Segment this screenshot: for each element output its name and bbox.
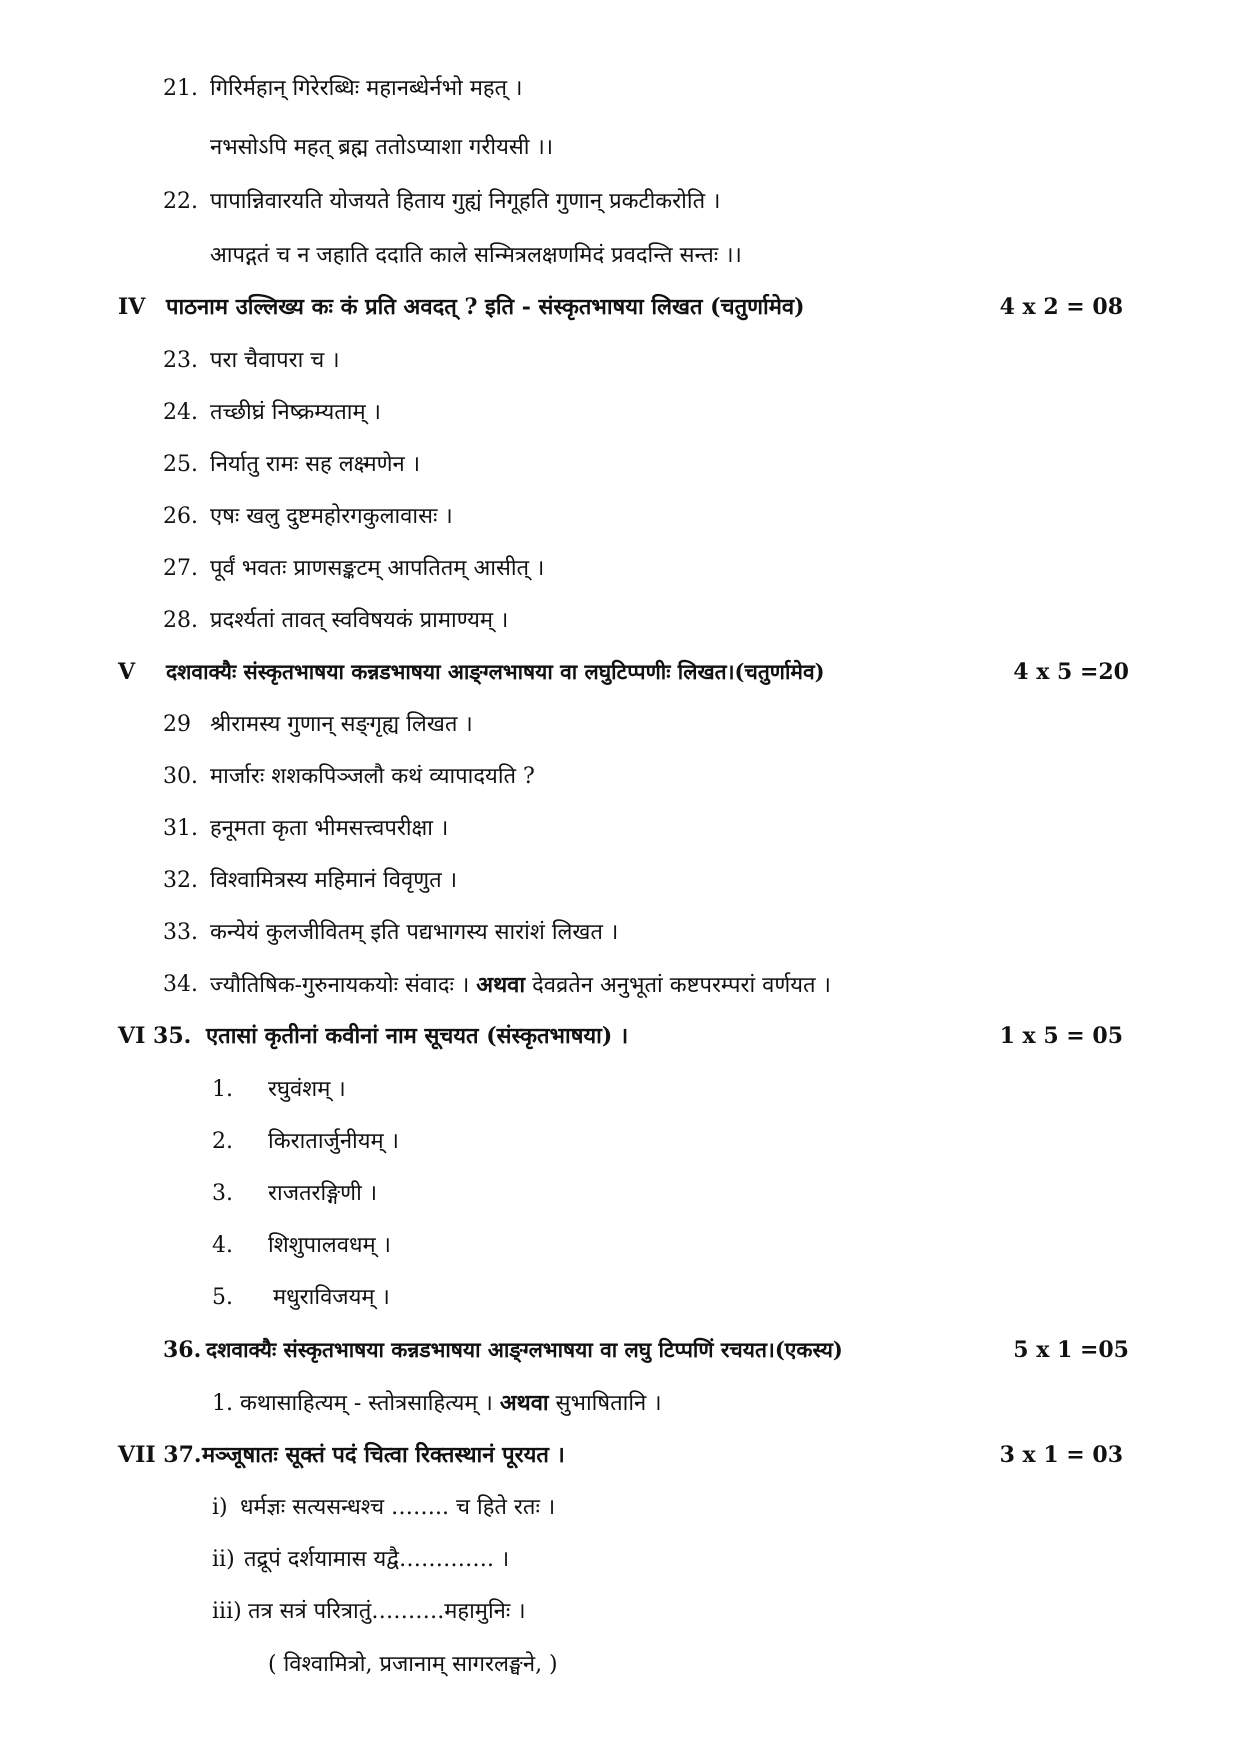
q37-item-text: तद्रूपं दर्शयामास यद्वै…………. । xyxy=(244,1547,510,1572)
q22-number: 22. xyxy=(163,189,198,214)
section-v-title: दशवाक्यैः संस्कृतभाषया कन्नडभाषया आङ्ग्लभाषया वा लघुटिप्पणीः लिखत।(चतुर्णामेव) xyxy=(166,659,825,684)
q36-title: दशवाक्यैः संस्कृतभाषया कन्नडभाषया आङ्ग्लभाषया वा लघु टिप्पणिं रचयत।(एकस्य) xyxy=(206,1337,843,1362)
q35-item-number: 4. xyxy=(212,1233,233,1258)
q36-option-a: 1. कथासाहित्यम् - स्तोत्रसाहित्यम् । xyxy=(212,1391,493,1416)
section-vii-title: मञ्जूषातः सूक्तं पदं चित्वा रिक्तस्थानं पूरयत । xyxy=(202,1442,565,1468)
q35-item-number: 5. xyxy=(212,1285,233,1310)
q28-number: 28. xyxy=(163,608,198,633)
q36-options xyxy=(212,1388,662,1419)
q31-number: 31. xyxy=(163,816,198,841)
q35-item-text: किरातार्जुनीयम् । xyxy=(268,1129,400,1154)
q21-number: 21. xyxy=(163,76,198,101)
q36-or: अथवा xyxy=(499,1390,549,1416)
q34-line xyxy=(210,970,831,1001)
q23-text: परा चैवापरा च । xyxy=(210,348,340,373)
section-vii-label: VII 37. xyxy=(118,1442,202,1468)
q26-number: 26. xyxy=(163,504,198,529)
q26-text: एषः खलु दुष्टमहोरगकुलावासः । xyxy=(210,504,453,529)
q32-text: विश्वामित्रस्य महिमानं विवृणुत । xyxy=(210,868,458,893)
section-v-label: V xyxy=(118,659,136,685)
q36-marks: 5 x 1 =05 xyxy=(1013,1337,1129,1363)
q34-option-a: ज्यौतिषिक-गुरुनायकयोः संवादः । xyxy=(210,973,470,998)
section-vi-title: एतासां कृतीनां कवीनां नाम सूचयत (संस्कृतभाषया) । xyxy=(206,1023,629,1049)
q35-item-text: शिशुपालवधम् । xyxy=(268,1233,391,1258)
q32-number: 32. xyxy=(163,868,198,893)
q35-item-number: 2. xyxy=(212,1129,233,1154)
q33-number: 33. xyxy=(163,920,198,945)
q37-item-number: i) xyxy=(212,1495,228,1520)
q25-text: निर्यातु रामः सह लक्ष्मणेन । xyxy=(210,452,421,477)
q22-line1: पापान्निवारयति योजयते हिताय गुह्यं निगूहति गुणान् प्रकटीकरोति । xyxy=(210,189,721,214)
section-iv-label: IV xyxy=(118,294,146,320)
q37-item-text: धर्मज्ञः सत्यसन्धश्च …….. च हिते रतः । xyxy=(240,1495,556,1520)
q21-line2: नभसोऽपि महत् ब्रह्म ततोऽप्याशा गरीयसी ।। xyxy=(210,135,554,160)
q29-number: 29 xyxy=(163,712,191,737)
section-iv-marks: 4 x 2 = 08 xyxy=(999,294,1123,320)
q37-item-text: तत्र सत्रं परित्रातुं……….महामुनिः । xyxy=(248,1599,526,1624)
q25-number: 25. xyxy=(163,452,198,477)
q24-text: तच्छीघ्रं निष्क्रम्यताम् । xyxy=(210,400,381,425)
q37-item-number: ii) xyxy=(212,1547,235,1572)
section-iv-title: पाठनाम उल्लिख्य कः कं प्रति अवदत् ? इति - संस्कृतभाषया लिखत (चतुर्णामेव) xyxy=(166,294,805,320)
q28-text: प्रदर्श्यतां तावत् स्वविषयकं प्रामाण्यम् । xyxy=(210,608,509,633)
q35-item-number: 1. xyxy=(212,1077,233,1102)
q35-item-text: राजतरङ्गिणी । xyxy=(268,1181,378,1206)
q31-text: हनूमता कृता भीमसत्त्वपरीक्षा । xyxy=(210,816,449,841)
q34-option-b: देवव्रतेन अनुभूतां कष्टपरम्परां वर्णयत । xyxy=(532,973,831,998)
q27-number: 27. xyxy=(163,556,198,581)
q34-number: 34. xyxy=(163,972,198,997)
q21-line1: गिरिर्महान् गिरेरब्धिः महानब्धेर्नभो महत् । xyxy=(210,76,523,101)
word-box: ( विश्वामित्रो, प्रजानाम् सागरलङ्घने, ) xyxy=(268,1652,558,1677)
section-vii-marks: 3 x 1 = 03 xyxy=(999,1442,1123,1468)
q36-option-b: सुभाषितानि । xyxy=(555,1391,662,1416)
q36-label: 36. xyxy=(163,1337,202,1363)
q35-item-text: मधुराविजयम् । xyxy=(273,1285,390,1310)
q37-item-number: iii) xyxy=(212,1599,242,1624)
section-v-marks: 4 x 5 =20 xyxy=(1013,659,1129,685)
section-vi-label: VI 35. xyxy=(118,1023,192,1049)
q24-number: 24. xyxy=(163,400,198,425)
q35-item-text: रघुवंशम् । xyxy=(268,1077,346,1102)
q22-line2: आपद्गतं च न जहाति ददाति काले सन्मित्रलक्षणमिदं प्रवदन्ति सन्तः ।। xyxy=(210,243,742,268)
q35-item-number: 3. xyxy=(212,1181,233,1206)
q29-text: श्रीरामस्य गुणान् सङ्गृह्य लिखत । xyxy=(210,712,473,737)
q23-number: 23. xyxy=(163,348,198,373)
q34-or: अथवा xyxy=(476,972,526,998)
q30-number: 30. xyxy=(163,764,198,789)
section-vi-marks: 1 x 5 = 05 xyxy=(999,1023,1123,1049)
q27-text: पूर्वं भवतः प्राणसङ्कटम् आपतितम् आसीत् । xyxy=(210,556,545,581)
q30-text: मार्जारः शशकपिञ्जलौ कथं व्यापादयति ? xyxy=(210,764,535,789)
q33-text: कन्येयं कुलजीवितम् इति पद्यभागस्य सारांशं लिखत । xyxy=(210,920,619,945)
